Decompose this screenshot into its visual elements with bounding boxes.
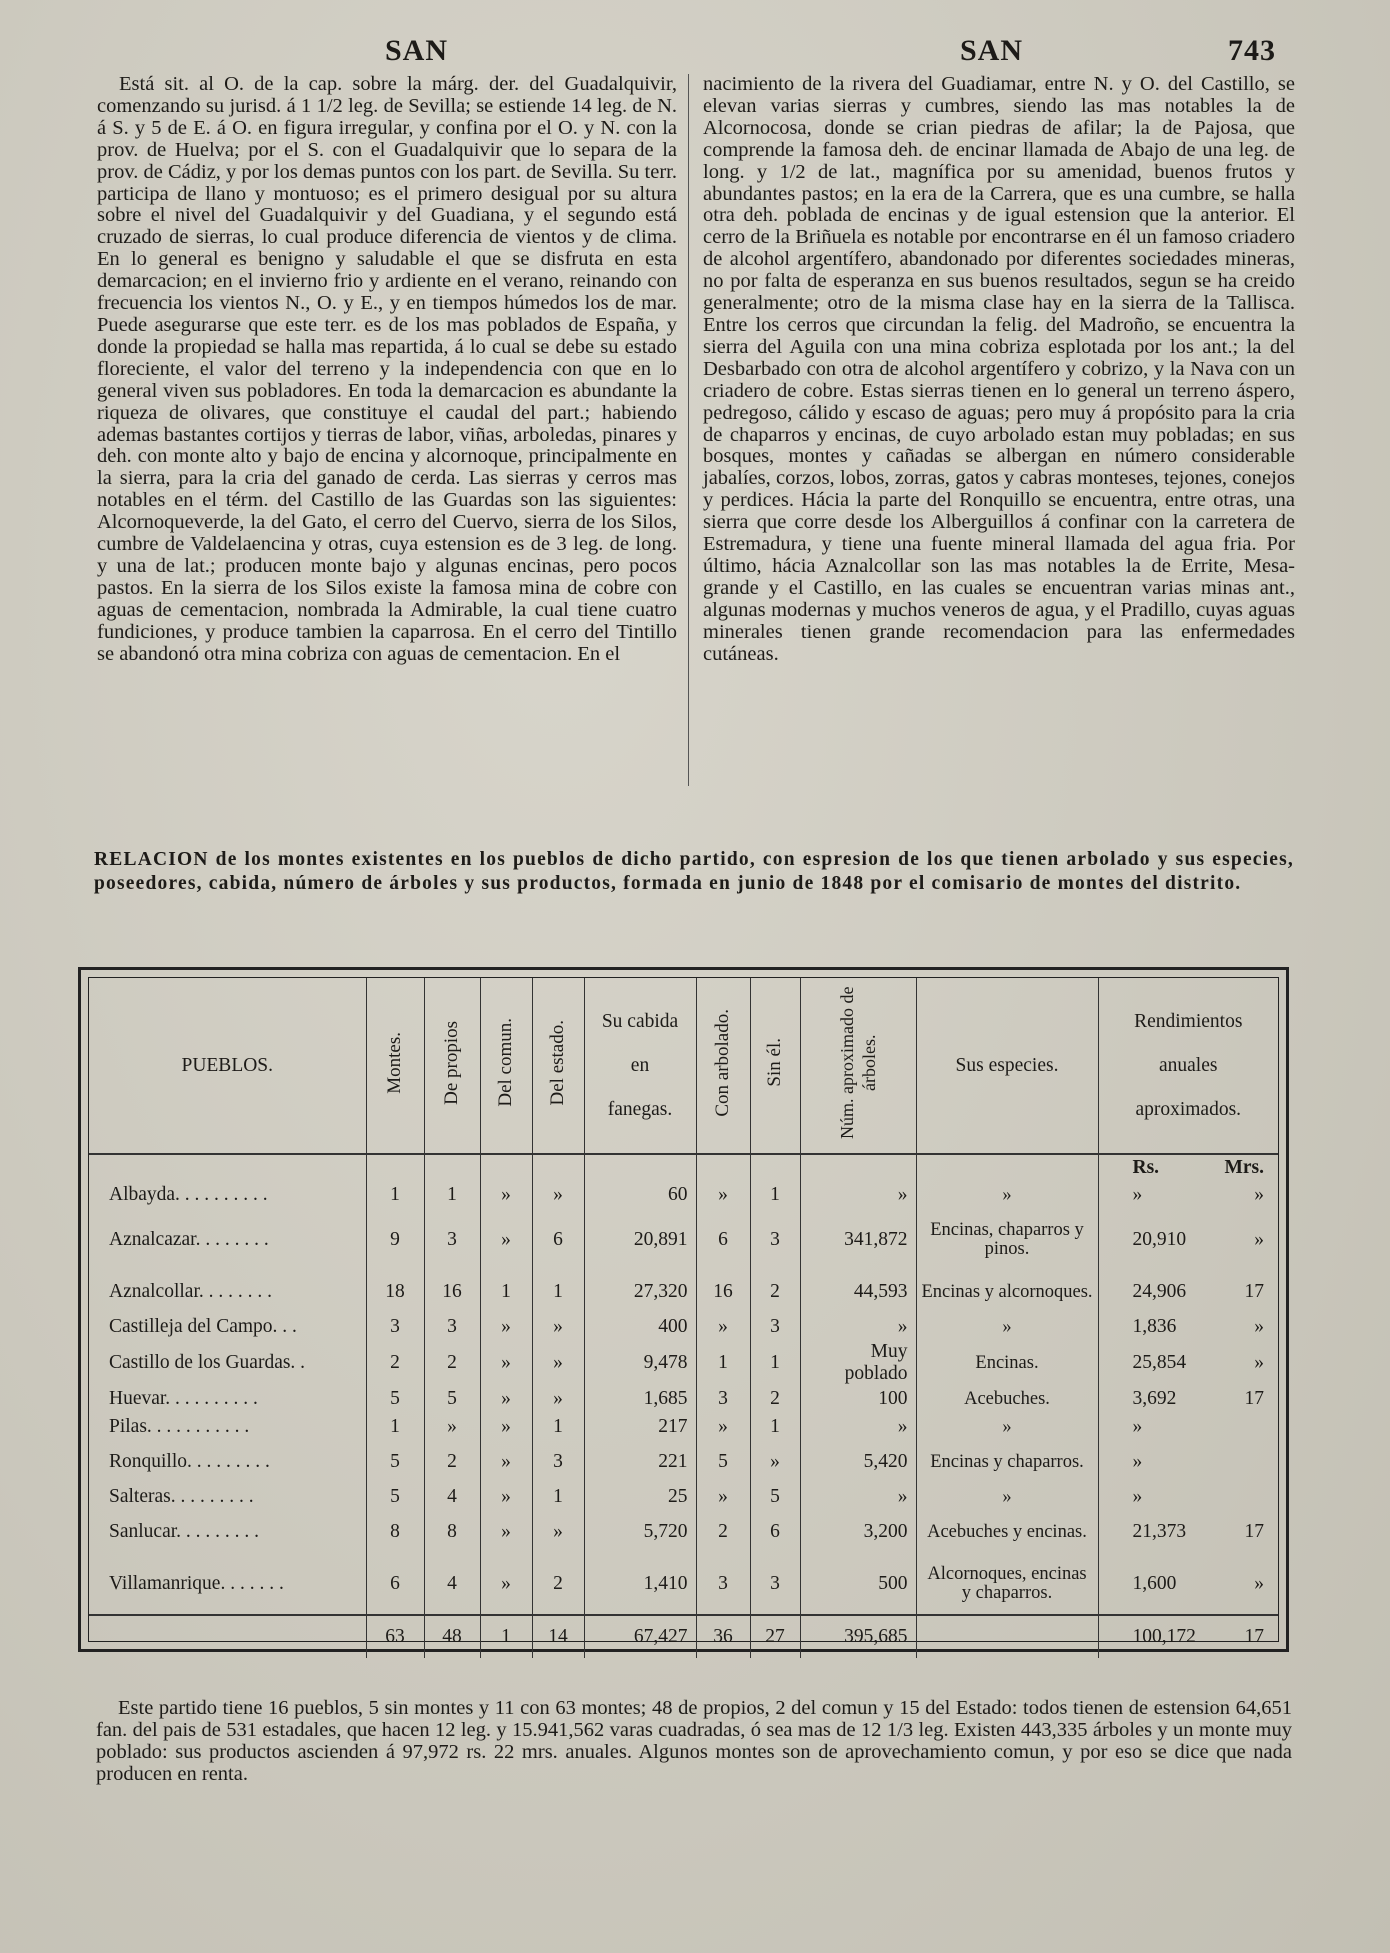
- cell-con: »: [696, 1483, 750, 1511]
- cell-con: »: [696, 1413, 750, 1441]
- cell-pueblo: Aznalcazar. . . . . . . .: [89, 1209, 366, 1271]
- cell-rendimientos: »: [1132, 1486, 1143, 1507]
- col-header-num-arboles: Núm. aproximado de árboles.: [800, 978, 916, 1154]
- cell-estado: »: [532, 1511, 584, 1553]
- cell-arboles: 341,872: [800, 1209, 916, 1271]
- cell-cabida: 27,320: [584, 1271, 696, 1313]
- cell-sin: 5: [750, 1483, 800, 1511]
- cell-arboles: »: [800, 1181, 916, 1209]
- cell-sin: 3: [750, 1313, 800, 1341]
- cell-propios: 16: [424, 1271, 480, 1313]
- cell-pueblo: Salteras. . . . . . . . .: [89, 1483, 366, 1511]
- table-row: [89, 1313, 1278, 1341]
- cell-comun: »: [480, 1483, 532, 1511]
- cell-sin: 1: [750, 1181, 800, 1209]
- table-row: [89, 1271, 1278, 1313]
- total-propios: 48: [424, 1615, 480, 1658]
- montes-table: [89, 978, 1278, 1658]
- cell-rendimientos: »: [1132, 1451, 1143, 1472]
- cell-comun: 1: [480, 1271, 532, 1313]
- cell-pueblo: Villamanrique. . . . . . .: [89, 1553, 366, 1615]
- cell-sin: »: [750, 1441, 800, 1483]
- running-header-right: SAN: [960, 34, 1024, 67]
- col-header-montes: Montes.: [366, 978, 424, 1154]
- unit-mrs: Mrs.: [1224, 1157, 1264, 1178]
- col-header-sin: Sin él.: [750, 978, 800, 1154]
- cell-con: »: [696, 1313, 750, 1341]
- col-header-cabida: Su cabida en fanegas.: [584, 978, 696, 1154]
- cell-sin: 2: [750, 1385, 800, 1413]
- table-frame: [78, 967, 1289, 1652]
- cell-sin: 1: [750, 1413, 800, 1441]
- cell-cabida: 1,410: [584, 1553, 696, 1615]
- cell-arboles: 3,200: [800, 1511, 916, 1553]
- cell-arboles: 500: [800, 1553, 916, 1615]
- cell-montes: 9: [366, 1209, 424, 1271]
- table-row: [89, 1385, 1278, 1413]
- table-row: [89, 1209, 1278, 1271]
- right-paragraph: nacimiento de la rivera del Guadiamar, entre N. y O. del Castillo, se elevan varias sierras y cumbres, siendo las mas notables la de Alcornocosa, donde se crian piedras de afilar; la de Pajosa, que comprende la famosa deh. de encinar llamada de Abajo de una leg. de long. y 1/2 de lat., magnífica por su amenidad, buenos frutos y abundantes pastos; en la era de la Carrera, que es una cumbre, se halla otra deh. poblada de encinas y de igual estension que la anterior. El cerro de la Briñuela es notable por encontrarse en él un famoso criadero de alcohol argentífero, abandonado por diferentes sociedades mineras, no por falta de esperanza en sus buenos resultados, segun se ha creido generalmente; otro de la misma clase hay en la sierra de la Tallisca. Entre los cerros que circundan la felig. del Madroño, se encuentra la sierra del Aguila con una mina cobriza esplotada por los ant.; la del Desbarbado con otra de alcohol argentífero y cobrizo, y la Nava con un criadero de cobre. Estas sierras tienen en lo general un terreno áspero, pedregoso, cálido y escaso de aguas; pero muy á propósito para la cria de chaparros y encinas, de cuyo arbolado estan muy pobladas; en sus bosques, montes y cañadas se albergan en número considerable jabalíes, corzos, lobos, zorras, gatos y cabras monteses, tejones, conejos y perdices. Hácia la parte del Ronquillo se encuentra, entre otras, una sierra que corre desde los Alberguillos á confinar con la carretera de Estremadura, y tiene una fuente mineral llamada del agua fria. Por último, hácia Aznalcollar son las mas notables la de Errite, Mesa-grande y el Castillo, en las cuales se encuentran varias minas ant., algunas modernas y muchos veneros de agua, y el Pradillo, cuyas aguas minerales tienen grande recomendacion para las enfermedades cutáneas.: [703, 73, 1295, 665]
- cell-estado: 2: [532, 1553, 584, 1615]
- cell-especies: Acebuches y encinas.: [916, 1511, 1098, 1553]
- cell-especies: »: [916, 1181, 1098, 1209]
- cell-arboles: »: [800, 1483, 916, 1511]
- cell-montes: 3: [366, 1313, 424, 1341]
- cell-cabida: 25: [584, 1483, 696, 1511]
- cell-cabida: 221: [584, 1441, 696, 1483]
- cell-estado: »: [532, 1313, 584, 1341]
- cell-sin: 3: [750, 1209, 800, 1271]
- cell-especies: Encinas.: [916, 1341, 1098, 1385]
- cell-montes: 6: [366, 1553, 424, 1615]
- cell-rendimientos: »: [1132, 1416, 1143, 1437]
- cell-estado: 6: [532, 1209, 584, 1271]
- total-con: 36: [696, 1615, 750, 1658]
- table-row: [89, 1483, 1278, 1511]
- col-header-estado: Del estado.: [532, 978, 584, 1154]
- cell-con: 1: [696, 1341, 750, 1385]
- cell-comun: »: [480, 1181, 532, 1209]
- col-header-con-arbolado: Con arbolado.: [696, 978, 750, 1154]
- table-row: [89, 1511, 1278, 1553]
- cell-con: »: [696, 1181, 750, 1209]
- cell-propios: 1: [424, 1181, 480, 1209]
- unit-rs: Rs.: [1132, 1157, 1160, 1178]
- cell-comun: »: [480, 1553, 532, 1615]
- cell-propios: 4: [424, 1553, 480, 1615]
- cell-montes: 2: [366, 1341, 424, 1385]
- cell-comun: »: [480, 1413, 532, 1441]
- cell-arboles: 5,420: [800, 1441, 916, 1483]
- cell-comun: »: [480, 1341, 532, 1385]
- cell-comun: »: [480, 1511, 532, 1553]
- cell-especies: Encinas, chaparros y pinos.: [916, 1209, 1098, 1271]
- cell-pueblo: Ronquillo. . . . . . . . .: [89, 1441, 366, 1483]
- column-divider: [688, 74, 689, 786]
- cell-arboles: 100: [800, 1385, 916, 1413]
- left-paragraph: Está sit. al O. de la cap. sobre la márg. der. del Guadalquivir, comenzando su jurisd. á 1 1/2 leg. de Sevilla; se estiende 14 leg. de N. á S. y 5 de E. á O. en figura irregular, y confina por el O. y N. con la prov. de Huelva; por el S. con el Guadalquivir que lo separa de la prov. de Cádiz, y por los demas puntos con los part. de Sevilla. Su terr. participa de llano y montuoso; es el primero desigual por su altura sobre el nivel del Guadalquivir y del Guadiana, y el segundo está cruzado de sierras, lo cual produce diferencia de vientos y de clima. En lo general es benigno y saludable el que se disfruta en esta demarcacion; en el invierno frio y ardiente en el verano, reinando con frecuencia los vientos N., O. y E., y en tiempos húmedos los de mar. Puede asegurarse que este terr. es de los mas poblados de España, y donde la propiedad se halla mas repartida, á lo cual se debe su estado floreciente, el valor del terreno y la independencia con que en lo general viven sus pobladores. En toda la demarcacion es abundante la riqueza de olivares, que constituye el caudal del part.; habiendo ademas bastantes cortijos y tierras de labor, viñas, arboledas, pinares y deh. con monte alto y bajo de encina y alcornoque, principalmente en la sierra, para la cria del ganado de cerda. Las sierras y cerros mas notables en el térm. del Castillo de las Guardas son las siguientes: Alcornoqueverde, la del Gato, el cerro del Cuervo, sierra de los Silos, cumbre de Valdelaencina y otras, cuya estension es de 3 leg. de long. y una de lat.; producen monte bajo y algunas encinas, pero pocos pastos. En la sierra de los Silos existe la famosa mina de cobre con aguas de cementacion, nombrada la Admirable, la cual tiene cuatro fundiciones, y produce tambien la caparrosa. En el cerro del Tintillo se abandonó otra mina cobriza con aguas de cementacion. En el: [97, 73, 677, 665]
- total-rendimientos: 100,172 17: [1098, 1615, 1278, 1658]
- table-row: [89, 1441, 1278, 1483]
- cell-con: 2: [696, 1511, 750, 1553]
- cell-propios: 5: [424, 1385, 480, 1413]
- table-caption: RELACION de los montes existentes en los pueblos de dicho partido, con espresion de los que tienen arbolado y sus especies, poseedores, cabida, número de árboles y sus productos, formada en junio de 1848 por el comisario de montes del distrito.: [94, 849, 1294, 894]
- cell-montes: 8: [366, 1511, 424, 1553]
- cell-comun: »: [480, 1385, 532, 1413]
- footer-summary: [96, 1697, 1292, 1785]
- col-header-propios: De propios: [424, 978, 480, 1154]
- total-cabida: 67,427: [584, 1615, 696, 1658]
- cell-rendimientos: » »: [1132, 1184, 1264, 1205]
- cell-sin: 6: [750, 1511, 800, 1553]
- cell-con: 3: [696, 1385, 750, 1413]
- cell-cabida: 1,685: [584, 1385, 696, 1413]
- cell-rendimientos: 21,373 17: [1132, 1521, 1264, 1542]
- cell-cabida: 60: [584, 1181, 696, 1209]
- footer-paragraph: Este partido tiene 16 pueblos, 5 sin montes y 11 con 63 montes; 48 de propios, 2 del comun y 15 del Estado: todos tienen de estension 64,651 fan. del pais de 531 estadales, que hacen 12 leg. y 15.941,562 varas cuadradas, ó sea mas de 12 1/3 leg. Existen 443,335 árboles y un monte muy poblado: sus productos ascienden á 97,972 rs. 22 mrs. anuales. Algunos montes son de aprovechamiento comun, y por eso se dice que nada producen en renta.: [96, 1697, 1292, 1785]
- cell-especies: »: [916, 1313, 1098, 1341]
- cell-pueblo: Aznalcollar. . . . . . . .: [89, 1271, 366, 1313]
- cell-montes: 1: [366, 1181, 424, 1209]
- cell-arboles: Muy poblado: [800, 1341, 916, 1385]
- cell-propios: »: [424, 1413, 480, 1441]
- cell-propios: 2: [424, 1341, 480, 1385]
- cell-cabida: 400: [584, 1313, 696, 1341]
- cell-cabida: 217: [584, 1413, 696, 1441]
- cell-sin: 3: [750, 1553, 800, 1615]
- cell-estado: 3: [532, 1441, 584, 1483]
- cell-cabida: 20,891: [584, 1209, 696, 1271]
- cell-montes: 5: [366, 1385, 424, 1413]
- running-header-left: SAN: [385, 34, 449, 67]
- col-header-comun: Del comun.: [480, 978, 532, 1154]
- total-arboles: 395,685: [800, 1615, 916, 1658]
- cell-arboles: »: [800, 1313, 916, 1341]
- cell-comun: »: [480, 1209, 532, 1271]
- cell-estado: »: [532, 1181, 584, 1209]
- col-header-rendimientos: Rendimientos anuales aproximados.: [1098, 978, 1278, 1154]
- cell-especies: Encinas y alcornoques.: [916, 1271, 1098, 1313]
- col-header-especies: Sus especies.: [916, 978, 1098, 1154]
- cell-propios: 8: [424, 1511, 480, 1553]
- table-row: [89, 1181, 1278, 1209]
- cell-montes: 18: [366, 1271, 424, 1313]
- table-row: [89, 1553, 1278, 1615]
- cell-rendimientos: 1,836 »: [1132, 1316, 1264, 1337]
- cell-propios: 3: [424, 1209, 480, 1271]
- cell-pueblo: Albayda. . . . . . . . . .: [89, 1181, 366, 1209]
- page-number: 743: [1228, 34, 1276, 67]
- cell-especies: »: [916, 1413, 1098, 1441]
- left-column-text: [97, 74, 677, 665]
- totals-row: [89, 1615, 1278, 1658]
- cell-pueblo: Castillo de los Guardas. .: [89, 1341, 366, 1385]
- right-column-text: [703, 74, 1295, 665]
- cell-estado: 1: [532, 1483, 584, 1511]
- total-estado: 14: [532, 1615, 584, 1658]
- cell-sin: 2: [750, 1271, 800, 1313]
- cell-cabida: 5,720: [584, 1511, 696, 1553]
- cell-estado: »: [532, 1341, 584, 1385]
- cell-rendimientos: 1,600 »: [1132, 1572, 1264, 1594]
- cell-especies: Encinas y chaparros.: [916, 1441, 1098, 1483]
- cell-pueblo: Huevar. . . . . . . . . .: [89, 1385, 366, 1413]
- table-row: [89, 1413, 1278, 1441]
- cell-con: 3: [696, 1553, 750, 1615]
- cell-con: 5: [696, 1441, 750, 1483]
- cell-cabida: 9,478: [584, 1341, 696, 1385]
- cell-pueblo: Pilas. . . . . . . . . . .: [89, 1413, 366, 1441]
- header-row: [89, 978, 1278, 1154]
- cell-pueblo: Sanlucar. . . . . . . . .: [89, 1511, 366, 1553]
- cell-especies: »: [916, 1483, 1098, 1511]
- cell-sin: 1: [750, 1341, 800, 1385]
- cell-comun: »: [480, 1441, 532, 1483]
- cell-rendimientos: 24,906 17: [1132, 1281, 1264, 1302]
- total-sin: 27: [750, 1615, 800, 1658]
- cell-propios: 3: [424, 1313, 480, 1341]
- cell-pueblo: Castilleja del Campo. . .: [89, 1313, 366, 1341]
- units-row: [89, 1154, 1278, 1181]
- cell-arboles: 44,593: [800, 1271, 916, 1313]
- cell-rendimientos: 3,692 17: [1132, 1388, 1264, 1409]
- cell-especies: Acebuches.: [916, 1385, 1098, 1413]
- cell-rendimientos: 25,854 »: [1132, 1352, 1264, 1373]
- cell-especies: Alcornoques, encinas y chaparros.: [916, 1553, 1098, 1615]
- cell-con: 16: [696, 1271, 750, 1313]
- table-row: [89, 1341, 1278, 1385]
- cell-propios: 4: [424, 1483, 480, 1511]
- cell-montes: 5: [366, 1441, 424, 1483]
- cell-arboles: »: [800, 1413, 916, 1441]
- cell-propios: 2: [424, 1441, 480, 1483]
- cell-estado: 1: [532, 1413, 584, 1441]
- cell-montes: 5: [366, 1483, 424, 1511]
- cell-comun: »: [480, 1313, 532, 1341]
- col-header-pueblos: PUEBLOS.: [89, 978, 366, 1154]
- total-montes: 63: [366, 1615, 424, 1658]
- cell-rendimientos: 20,910 »: [1132, 1229, 1264, 1250]
- cell-estado: 1: [532, 1271, 584, 1313]
- total-comun: 1: [480, 1615, 532, 1658]
- cell-con: 6: [696, 1209, 750, 1271]
- cell-montes: 1: [366, 1413, 424, 1441]
- cell-estado: »: [532, 1385, 584, 1413]
